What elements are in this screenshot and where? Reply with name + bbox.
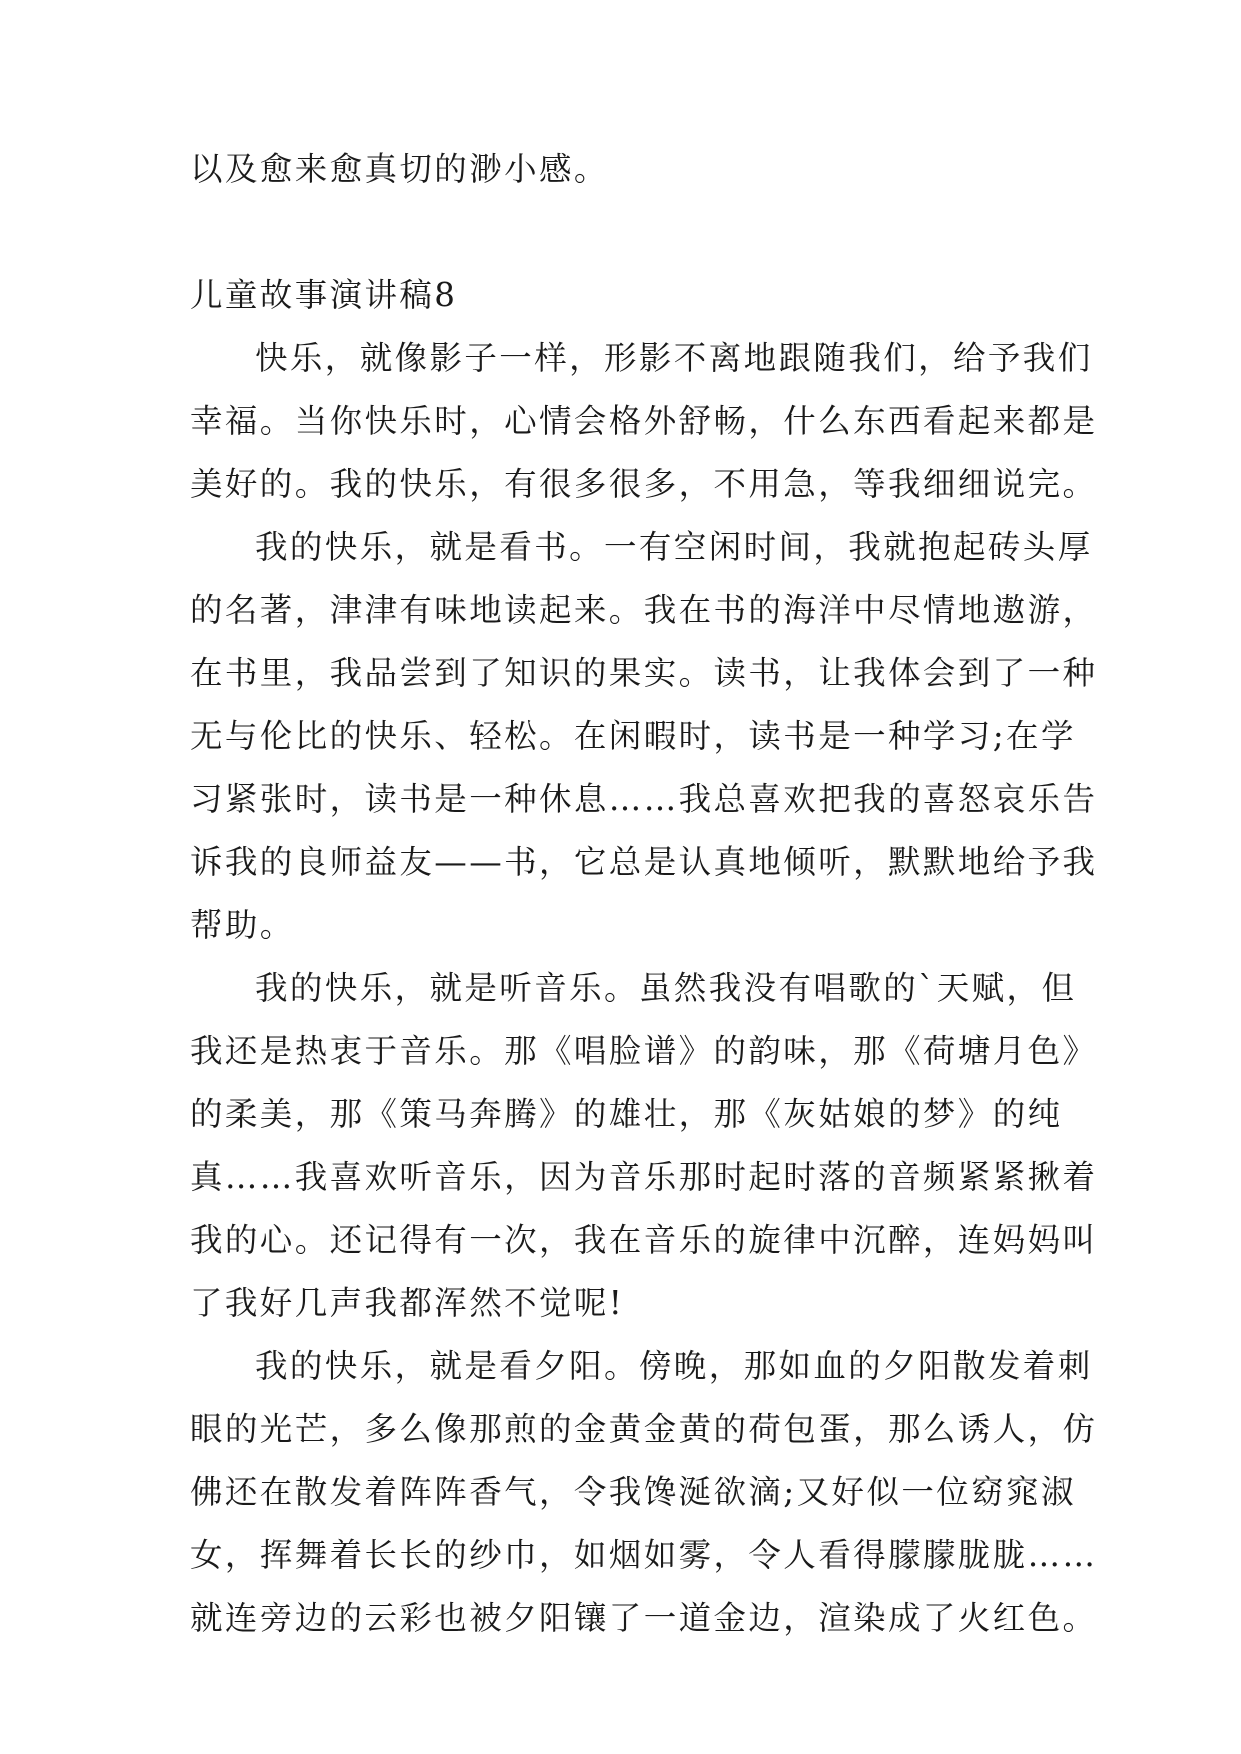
section-title: 儿童故事演讲稿8 [190, 276, 458, 314]
paragraph-line: 快乐，就像影子一样，形影不离地跟随我们，给予我们 [255, 339, 1093, 377]
paragraph-line: 我的快乐，就是听音乐。虽然我没有唱歌的`天赋，但 [255, 969, 1077, 1007]
paragraph-line: 了我好几声我都浑然不觉呢! [190, 1284, 625, 1322]
paragraph-line: 真……我喜欢听音乐，因为音乐那时起时落的音频紧紧揪着 [190, 1158, 1098, 1196]
paragraph-line: 就连旁边的云彩也被夕阳镶了一道金边，渲染成了火红色。 [190, 1599, 1098, 1637]
paragraph-line: 诉我的良师益友——书，它总是认真地倾听，默默地给予我 [190, 843, 1098, 881]
text-line: 以及愈来愈真切的渺小感。 [190, 150, 609, 188]
paragraph-line: 习紧张时，读书是一种休息……我总喜欢把我的喜怒哀乐告 [190, 780, 1098, 818]
paragraph-line: 眼的光芒，多么像那煎的金黄金黄的荷包蛋，那么诱人，仿 [190, 1410, 1098, 1448]
paragraph-line: 我的心。还记得有一次，我在音乐的旋律中沉醉，连妈妈叫 [190, 1221, 1098, 1259]
paragraph-line: 我的快乐，就是看书。一有空闲时间，我就抱起砖头厚 [255, 528, 1093, 566]
paragraph-line: 我还是热衷于音乐。那《唱脸谱》的韵味，那《荷塘月色》 [190, 1032, 1098, 1070]
paragraph-line: 的柔美，那《策马奔腾》的雄壮，那《灰姑娘的梦》的纯 [190, 1095, 1063, 1133]
paragraph-line: 帮助。 [190, 906, 295, 944]
paragraph-line: 我的快乐，就是看夕阳。傍晚，那如血的夕阳散发着刺 [255, 1347, 1093, 1385]
paragraph-line: 佛还在散发着阵阵香气，令我馋涎欲滴;又好似一位窈窕淑 [190, 1473, 1076, 1511]
paragraph-line: 的名著，津津有味地读起来。我在书的海洋中尽情地遨游， [190, 591, 1098, 629]
paragraph-line: 幸福。当你快乐时，心情会格外舒畅，什么东西看起来都是 [190, 402, 1098, 440]
paragraph-line: 女，挥舞着长长的纱巾，如烟如雾，令人看得朦朦胧胧…… [190, 1536, 1098, 1574]
paragraph-line: 在书里，我品尝到了知识的果实。读书，让我体会到了一种 [190, 654, 1098, 692]
paragraph-line: 美好的。我的快乐，有很多很多，不用急，等我细细说完。 [190, 465, 1098, 503]
paragraph-line: 无与伦比的快乐、轻松。在闲暇时，读书是一种学习;在学 [190, 717, 1076, 755]
